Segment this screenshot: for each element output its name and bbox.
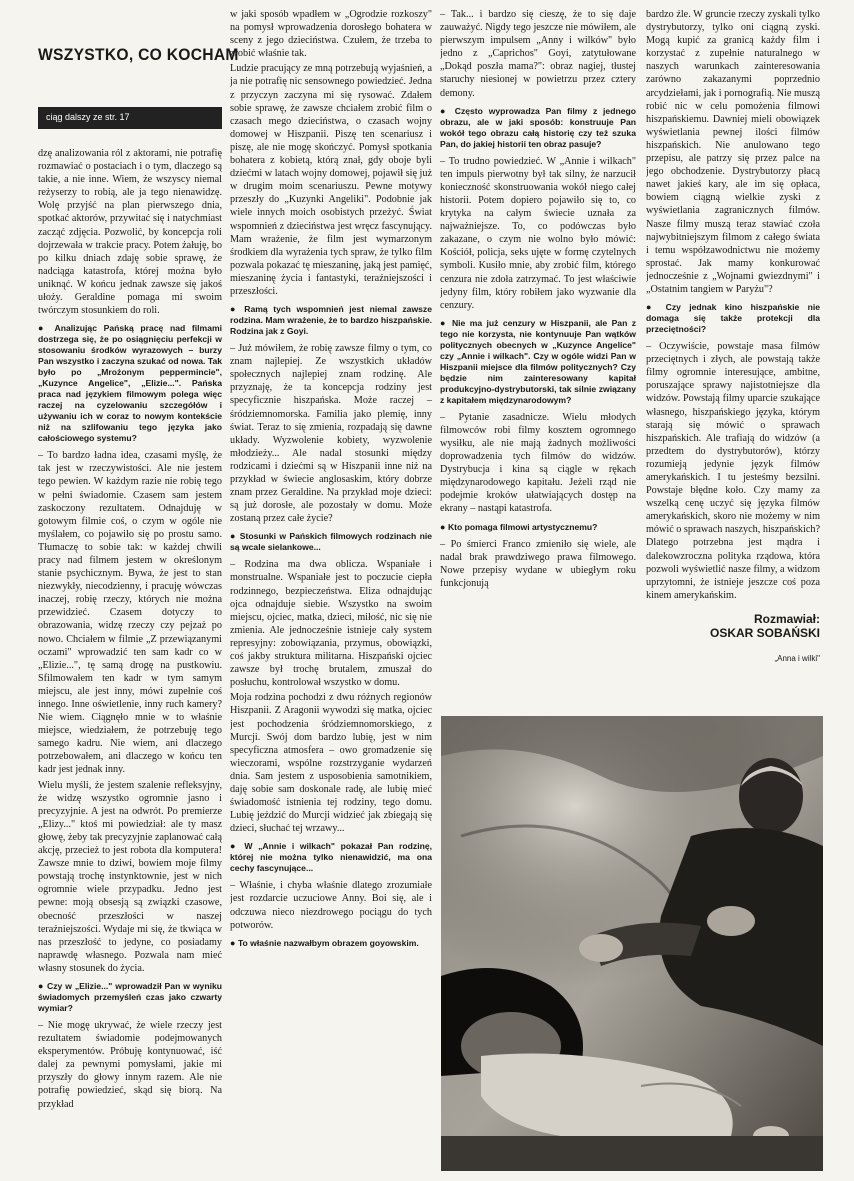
- answer-paragraph: – To trudno powiedzieć. W „Annie i wilkach" ten impuls pierwotny był tak silny, że narzucił konieczność skonstruowania wokół niego całej historii. Potem dopiero pojawiło się to, co krytyka na całym świecie uznała za najważniejsze. To, co podówczas było zakazane, o czym nie wolno było mówić: Kościół, policja, seks ujęte w formę czytelnych symboli. Kusiło mnie, aby zrobić film, którego cenzura nie zdoła zatrzymać. To jest właściwie jedyny film, który robiłem jako wyzwanie dla cenzury.: [440, 155, 636, 312]
- film-still-image: [441, 716, 823, 1171]
- answer-paragraph: – Właśnie, i chyba właśnie dlatego zrozumiałe jest rozdarcie uczuciowe Anny. Boi się, ale i odczuwa nieco niezdrowego pociągu do tych potworów.: [230, 879, 432, 931]
- column-1: [38, 147, 222, 1177]
- answer-paragraph: – Oczywiście, powstaje masa filmów przeciętnych i złych, ale powstają także filmy ogromnie interesujące, ambitne, poruszające sprawy najistotniejsze dla widzów. Powstają filmy uparcie szukające własnego, hiszpańskiego języka, którym starają się mówić o sprawach hiszpańskich. Ale trafiają do widzów (a przedtem do dystrybutorów), którzy rozumieją jedynie język filmów amerykańskich. I tu jesteśmy bezsilni. Powstaje błędne koło. Czy mamy za wszelką cenę uczyć się języka filmów amerykańskich, skoro nie możemy w nim mówić o sprawach naszych, hiszpańskich? Dlatego potrzebna jest mądra i dalekowzroczna polityka rządowa, która pozwoli wyświetlić nasze filmy, a widzom uprzytomni, że istnieje jeszcze coś poza kinem amerykańskim.: [646, 340, 820, 602]
- photo-caption: „Anna i wilki": [774, 653, 820, 663]
- byline-label: Rozmawiał:: [753, 611, 820, 626]
- question-paragraph: ● Często wyprowadza Pan filmy z jednego obrazu, ale w jaki sposób: konstruuje Pan wokół tego obrazu całą historię czy też szuka Pan, do jakiej historii ten obraz pasuje?: [440, 106, 636, 150]
- question-paragraph: ● Stosunki w Pańskich filmowych rodzinach nie są wcale sielankowe...: [230, 531, 432, 553]
- question-paragraph: ● Czy jednak kino hiszpańskie nie domaga się także protekcji dla przeciętności?: [646, 302, 820, 335]
- column-3: [440, 8, 636, 710]
- answer-paragraph: – Tak... i bardzo się cieszę, że to się daje zauważyć. Nigdy tego jeszcze nie mówiłem, ale pierwszym impulsem „Anny i wilków" było jedno z „Caprichos" Goyi, zatytułowane „Dokąd poszła mama?": obraz nagiej, tłustej staruchy niesionej w powietrzu przez cztery demony.: [440, 8, 636, 100]
- answer-paragraph: Ludzie pracujący ze mną potrzebują wyjaśnień, a ja nie potrafię nic sensownego powiedzieć. Jedna z przyczyn zaczyna mi się rysować. Zdałem sobie sprawę, że zawsze chciałem zrobić film o czasach mego dzieciństwa, o czasach wojny domowej w Hiszpanii. Piszę ten scenariusz i piszę, ale nie mogę skończyć. Pomysł spotkania bohatera z kobietą, którą znał, gdy oboje byli dziećmi w latach wojny domowej, pojawił się już w drugim moim scenariuszu. Pewne motywy przeszły do „Kuzynki Angeliki". Podobnie jak wiele innych moich osobistych przeżyć. Świat wspomnień z dzieciństwa jest wręcz fascynujący. Mam wrażenie, że film jest wymarzonym środkiem dla wyrażenia tych spraw, że tylko film pozwala pokazać tę mieszaninę, jaką jest pamięć, mieszaninę życia i fantastyki, teraźniejszości i przeszłości.: [230, 63, 432, 297]
- ground: [441, 1136, 823, 1171]
- question-paragraph: ● To właśnie nazwałbym obrazem goyowskim.: [230, 938, 432, 949]
- question-paragraph: ● W „Annie i wilkach" pokazał Pan rodzinę, której nie można tylko nienawidzić, ma ona cechy fascynujące...: [230, 841, 432, 874]
- question-paragraph: ● Czy w „Elizie..." wprowadził Pan w wyniku świadomych przemyśleń czas jako czwarty wymiar?: [38, 981, 222, 1014]
- byline-name: OSKAR SOBAŃSKI: [709, 625, 820, 640]
- column-2: [230, 8, 432, 1168]
- answer-paragraph: dzę analizowania ról z aktorami, nie potrafię rozmawiać o postaciach i o tym, dlaczego są takie, a nie inne. Wiem, że wszyscy niemal reżyserzy to robią, ale ja tego nienawidzę. Wolę przyjść na plan pierwszego dnia, spotkać aktorów, przywitać się i natychmiast zacząć zdjęcia. Pozwolić, by koncepcja roli dojrzewała w trakcie pracy. Potem żałuję, bo po kilku dniach zdaję sobie sprawę, że nadciąga katastrofa, której można było uniknąć. W końcu jednak zawsze się jakoś ułoży. Geraldine pomaga mi swoim twórczym stosunkiem do roli.: [38, 148, 222, 317]
- man-hand-right: [707, 906, 755, 936]
- answer-paragraph: – To bardzo ładna idea, czasami myślę, że tak jest w rzeczywistości. Ale nie jestem tego pewien. W każdym razie nie robię tego w pełni świadomie. Czasem sam jestem zaskoczony rezultatem. Odnajduję w gotowym filmie coś, o czym w ogóle nie myślałem, co pojawiło się po prostu samo. Tłumaczę to sobie tak: w każdej chwili pracy nad filmem jestem w określonym stanie psychicznym. Bywa, że jest to stan niezwykły, niecodzienny, i pracuję wówczas inaczej, robię rzeczy, których nie można przewidzieć. Czasem dotyczy to obrazowania, widzę rzeczy czy pejzaż po nowo. Chciałem w filmie „Z przewiązanymi oczami" wprowadzić ten sam kadr co w „Elizie...", tę samą drogę na pustkowiu. Sfilmowałem ten kadr w tym samym miejscu, ale jest inny, mówi zupełnie coś innego. Inne oświetlenie, inny ruch kamery? Nie wiem. Ciągnęło mnie w to właśnie miejsce, wiedziałem, że potrzebuję tego samego kadru. Nie wiem, ani dlaczego potrzebowałem, ani dlaczego w końcu ten kadr jest jednak inny.: [38, 449, 222, 776]
- continued-banner: ciąg dalszy ze str. 17: [38, 107, 222, 129]
- answer-paragraph: w jaki sposób wpadłem w „Ogrodzie rozkoszy" na pomysł wprowadzenia dorosłego bohatera w sceny z jego dzieciństwa. Czułem, że trzeba to zrobić właśnie tak.: [230, 9, 432, 60]
- question-paragraph: ● Kto pomaga filmowi artystycznemu?: [440, 522, 636, 533]
- question-paragraph: ● Analizując Pańską pracę nad filmami dostrzega się, że po osiągnięciu perfekcji w stosowaniu środków wyrazowych – burzy Pan wszystko i zaczyna szukać od nowa. Tak było po „Mrożonym peppermincie", „Kuzynce Angelice", „Elizie...". Pańska praca nad językiem filmowym polega więc raczej na cyzelowaniu szczegółów i używaniu ich w coraz to nowym kontekście niż na szlifowaniu tego języka jako całościowego systemu?: [38, 323, 222, 444]
- answer-paragraph: – Nie mogę ukrywać, że wiele rzeczy jest rezultatem świadomie podejmowanych eksperymentów. Próbuję kontynuować, iść dalej za pewnymi pomysłami, jakie mi przyszły do głowy innym razem. Ale nie potrafię powiedzieć, skąd się biorą. Na przykład: [38, 1019, 222, 1111]
- film-still-photo: [441, 716, 823, 1171]
- answer-paragraph: Moja rodzina pochodzi z dwu różnych regionów Hiszpanii. Z Aragonii wywodzi się matka, ojciec jest pochodzenia śródziemnomorskiego, z Murcji. Swój dom bardzo lubię, jest w nim specyficzna atmosfera – owo gromadzenie się wieczorami, wspólne rozstrzyganie wydarzeń dnia. Sam jestem z usposobienia samotnikiem, daję sobie sam doskonale radę, ale lubię mieć świadomość istnienia tej rodziny, tego domu. Lubię jeździć do Murcji widzieć jak zbiegają się dzieci, słuchać tej wrzawy...: [230, 692, 432, 835]
- question-paragraph: ● Ramą tych wspomnień jest niemal zawsze rodzina. Mam wrażenie, że to bardzo hiszpańskie. Rodzina jak z Goyi.: [230, 304, 432, 337]
- answer-paragraph: Wielu myśli, że jestem szalenie refleksyjny, że widzę wszystko ogromnie jasno i precyzyjnie. A jest na odwrót. Po premierze „Elizy..." ktoś mi powiedział: ale ty masz głowę, żeby tak precyzyjnie zaplanować całą akcję, przecież to jest robota dla komputera! Zawsze mnie to dziwi, bowiem moje filmy powstają trochę instynktownie, jest w nich ogromnie wiele przypadku. Jedno jest pewne: moją obsesją są związki czasowe, obecność przeszłości w naszej teraźniejszości. Wydaje mi się, że tkwiąca w nas przeszłość to jedyne, co posiadamy naprawdę własnego. Pozwala nam mieć własny stosunek do życia.: [38, 779, 222, 974]
- article-headline: WSZYSTKO, CO KOCHAM: [38, 45, 239, 64]
- answer-paragraph: – Już mówiłem, że robię zawsze filmy o tym, co znam najlepiej. Ze wszystkich układów społecznych najlepiej znam rodzinę. Ale przyznaję, że ta koncepcja rodziny jest specyficznie hiszpańska. Może raczej – śródziemnomorska. Familia jako plemię, inny świat. Teraz to się zmienia, rozpadają się dawne układy. Wyzwolenie kobiety, wyzwolenie młodzieży... Ale nadal stosunki między rodzicami i dziećmi są w Hiszpanii inne niż na przykład w świecie anglosaskim, który dobrze znam przez Geraldine. Na przykład moje dzieci: są już dorosłe, ale pozostały w domu. Może zostaną przez całe życie?: [230, 342, 432, 525]
- byline: [646, 612, 820, 640]
- column-4: [646, 8, 820, 710]
- answer-paragraph: – Po śmierci Franco zmieniło się wiele, ale nadal brak prawdziwego prawa filmowego. Nowe przepisy wydane w ubiegłym roku funkcjonują: [440, 538, 636, 590]
- column-4-end: [646, 612, 820, 665]
- question-paragraph: ● Nie ma już cenzury w Hiszpanii, ale Pan z tego nie korzysta, nie kontynuuje Pan wątków politycznych obecnych w „Kuzynce Angelice" czy „Annie i wilkach". Czy w ogóle widzi Pan w Hiszpanii miejsce dla filmów politycznych? Czy będzie nim zainteresowany kapitał produkcyjno-dystrybutorski, tak silnie związany z kapitałem międzynarodowym?: [440, 318, 636, 406]
- answer-paragraph: – Rodzina ma dwa oblicza. Wspaniałe i monstrualne. Wspaniałe jest to poczucie ciepła rodzinnego, bezpieczeństwa. Eliza odnajdując ojca odnajduje siebie. Wszystko na swoim miejscu, ojciec, matka, dzieci, miłość, nic się nie zmienia. Ale jednocześnie istnieje cały system represyjny: zobowiązania, przymus, obowiązki, coś jakby struktura militarna. Hiszpański ojciec zawsze był trochę brutalem, zmuszał do posłuchu, kontrolował wszystko w domu.: [230, 558, 432, 689]
- answer-paragraph: – Pytanie zasadnicze. Wielu młodych filmowców robi filmy kosztem ogromnego wysiłku, ale nie mają żadnych możliwości doprowadzenia tych filmów do widzów. Dystrybucja i kina są ciągle w rękach międzynarodowego kapitału. Jeżeli rząd nie podejmie kroków ułatwiających dostęp na ekrany – nastąpi katastrofa.: [440, 411, 636, 516]
- answer-paragraph: bardzo źle. W gruncie rzeczy zyskali tylko dystrybutorzy, tylko oni ciągną zyski. Mogą kupić za granicą każdy film i korzystać z zupełnie naturalnego w naszych warunkach zainteresowania zarówno zakazanymi poprzednio arcydziełami, jak i pornografią. Nie muszą robić nic w celu pomożenia filmowi hiszpańskiemu. Dawniej mieli obowiązek wyświetlania pewnej ilości filmów hiszpańskich. Nie anulowano tego przepisu, ale patrzy się przez palce na jego obchodzenie. Dystrybutorzy płacą nawet jakieś kary, ale im się opłaca, bowiem ciągną wielkie zyski z wyświetlania zagranicznych filmów. Nasze filmy muszą teraz stawiać czoła najwybitniejszym filmom z całego świata i temu współzawodnictwu nie możemy sprostać. Jak mamy konkurować jednocześnie z „Wojnami gwiezdnymi" i „Ostatnim tangiem w Paryżu"?: [646, 9, 820, 295]
- man-hand: [579, 934, 623, 962]
